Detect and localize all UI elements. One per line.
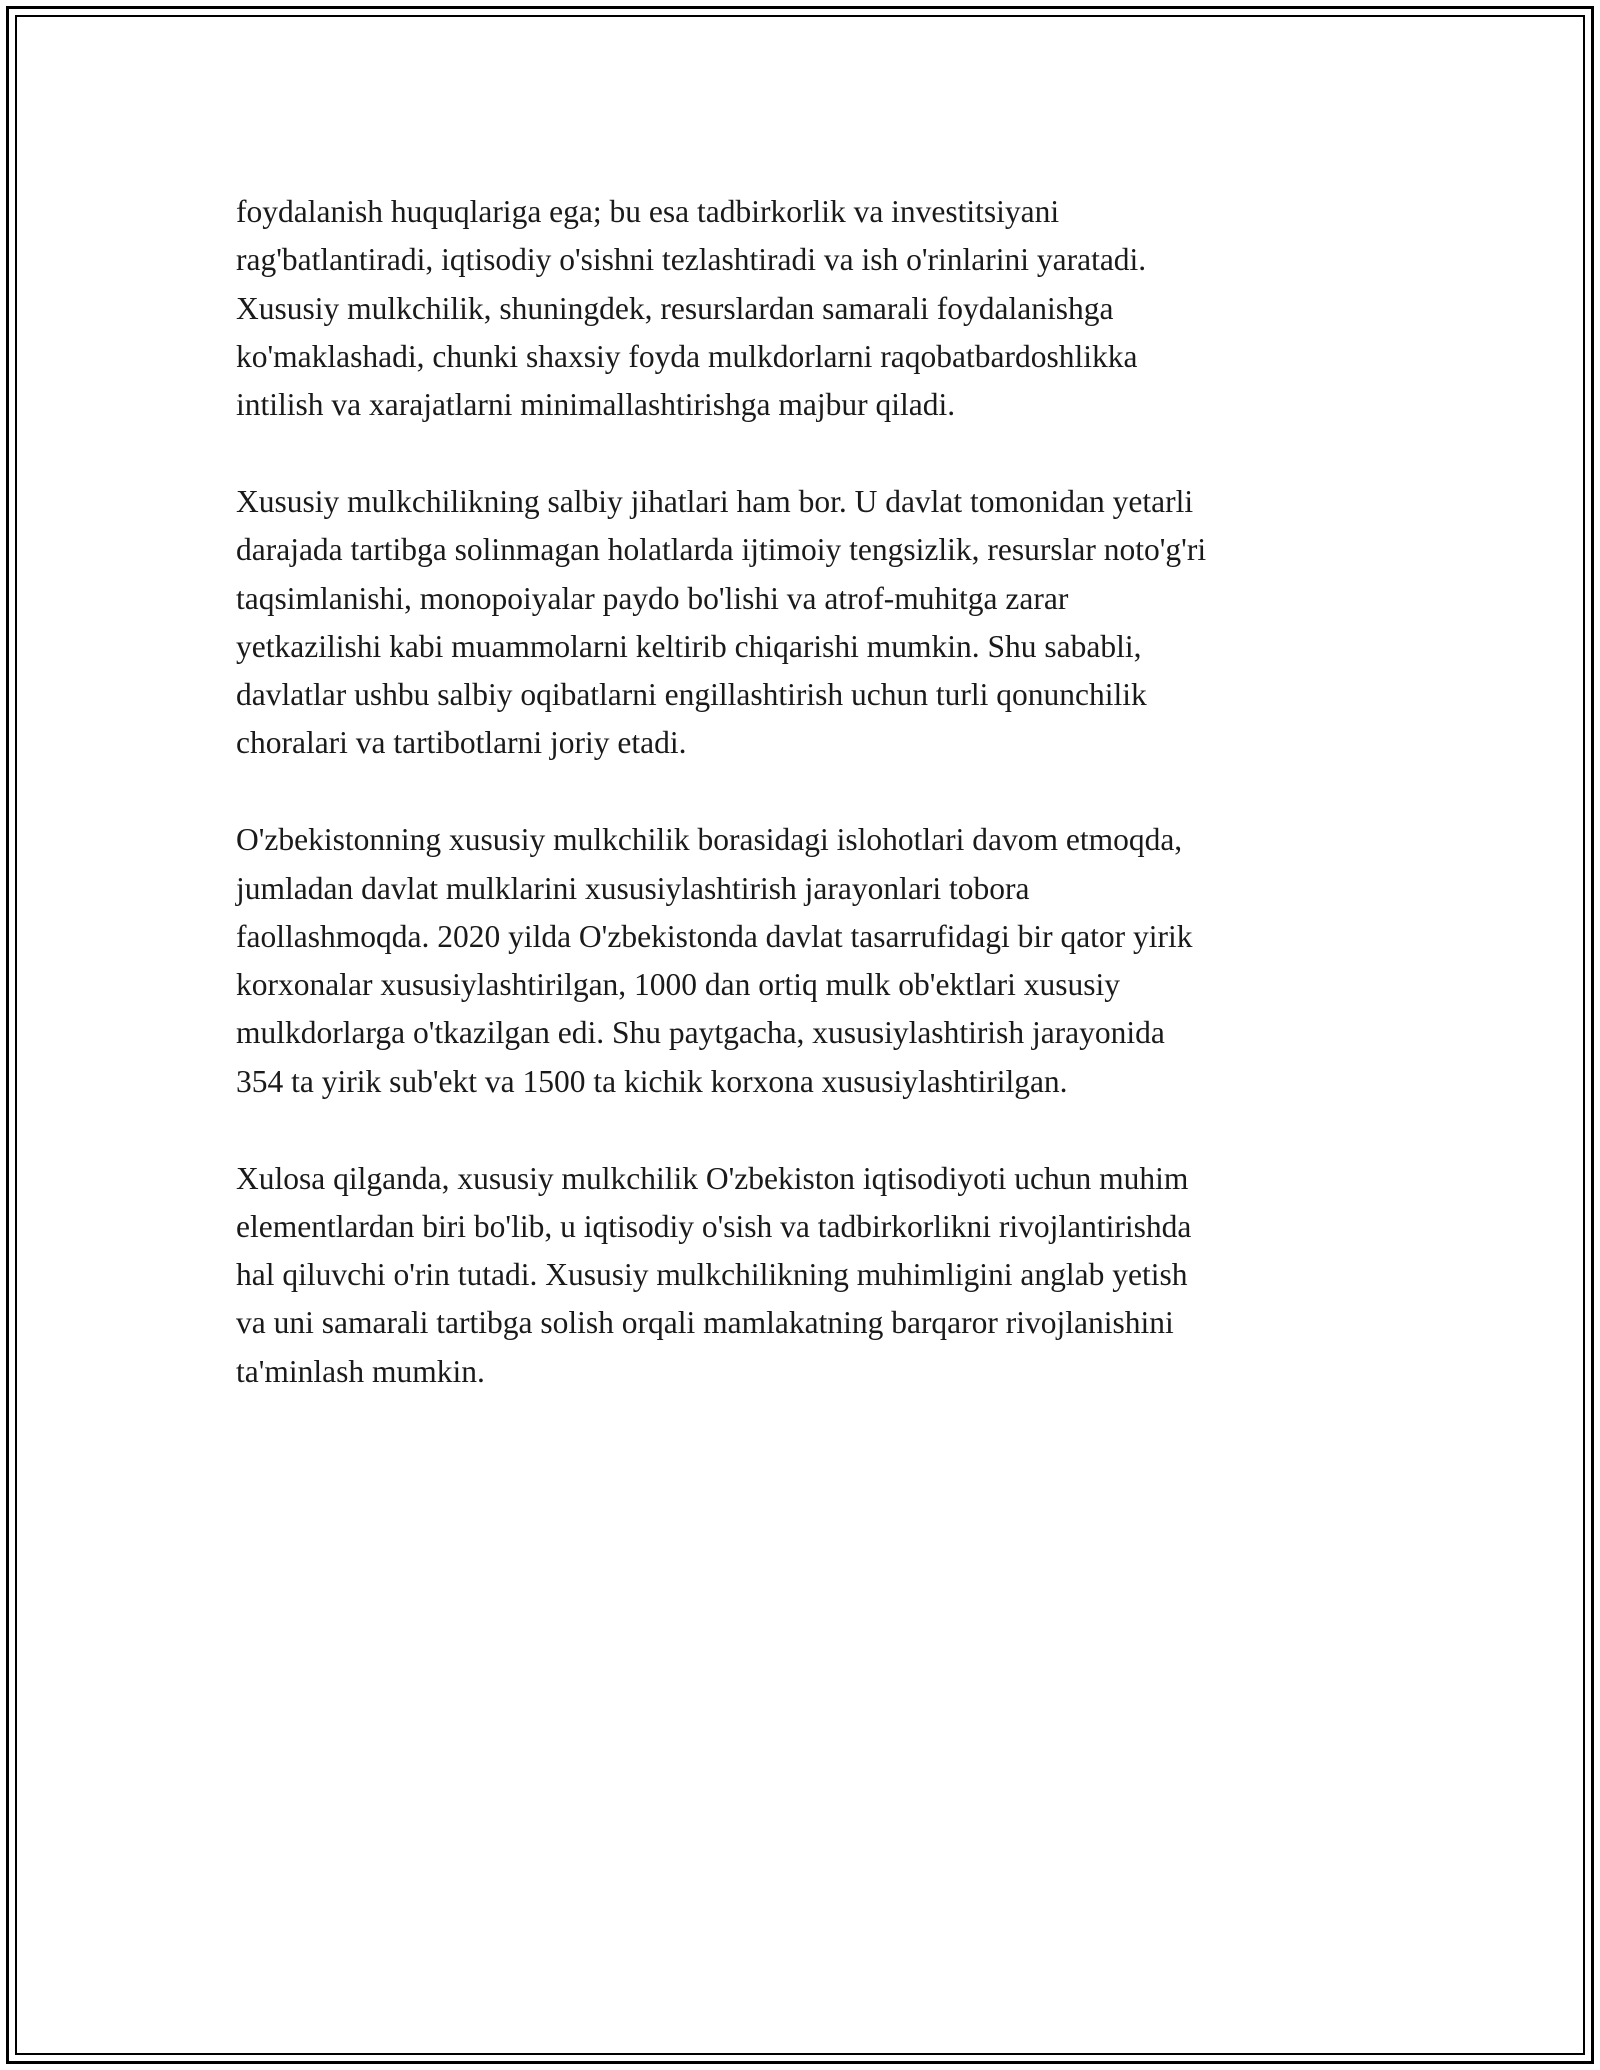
text-line: ta'minlash mumkin. [236,1353,485,1389]
text-line: ko'maklashadi, chunki shaxsiy foyda mulkdorlarni raqobatbardoshlikka [236,338,1138,374]
text-line: rag'batlantiradi, iqtisodiy o'sishni tezlashtiradi va ish o'rinlarini yaratadi. [236,242,1147,278]
text-line: hal qiluvchi o'rin tutadi. Xususiy mulkchilikning muhimligini anglab yetish [236,1257,1188,1293]
text-line: korxonalar xususiylashtirilgan, 1000 dan ortiq mulk ob'ektlari xususiy [236,967,1121,1003]
text-line: Xulosa qilganda, xususiy mulkchilik O'zbekiston iqtisodiyoti uchun muhim [236,1160,1189,1196]
paragraph-3 [236,816,1376,1106]
text-line: intilish va xarajatlarni minimallashtirishga majbur qiladi. [236,387,956,423]
text-line: jumladan davlat mulklarini xususiylashtirish jarayonlari tobora [236,870,1030,906]
text-line: 354 ta yirik sub'ekt va 1500 ta kichik korxona xususiylashtirilgan. [236,1063,1068,1099]
text-line: davlatlar ushbu salbiy oqibatlarni engillashtirish uchun turli qonunchilik [236,677,1147,713]
text-line: yetkazilishi kabi muammolarni keltirib chiqarishi mumkin. Shu sababli, [236,628,1142,664]
text-line: Xususiy mulkchilikning salbiy jihatlari ham bor. U davlat tomonidan yetarli [236,483,1194,519]
text-line: Xususiy mulkchilik, shuningdek, resurslardan samarali foydalanishga [236,290,1114,326]
paragraph-2 [236,478,1376,768]
text-line: elementlardan biri bo'lib, u iqtisodiy o'sish va tadbirkorlikni rivojlantirishda [236,1208,1192,1244]
text-line: mulkdorlarga o'tkazilgan edi. Shu paytgacha, xususiylashtirish jarayonida [236,1015,1165,1051]
paragraph-1 [236,188,1376,429]
text-line: foydalanish huquqlariga ega; bu esa tadbirkorlik va investitsiyani [236,194,1060,229]
text-line: faollashmoqda. 2020 yilda O'zbekistonda davlat tasarrufidagi bir qator yirik [236,918,1193,954]
text-line: O'zbekistonning xususiy mulkchilik borasidagi islohotlari davom etmoqda, [236,822,1183,858]
document-body [236,188,1376,1445]
paragraph-4 [236,1155,1376,1396]
text-line: taqsimlanishi, monopoiyalar paydo bo'lishi va atrof-muhitga zarar [236,580,1069,616]
text-line: choralari va tartibotlarni joriy etadi. [236,725,687,761]
text-line: va uni samarali tartibga solish orqali mamlakatning barqaror rivojlanishini [236,1305,1174,1341]
text-line: darajada tartibga solinmagan holatlarda ijtimoiy tengsizlik, resurslar noto'g'ri [236,532,1207,568]
